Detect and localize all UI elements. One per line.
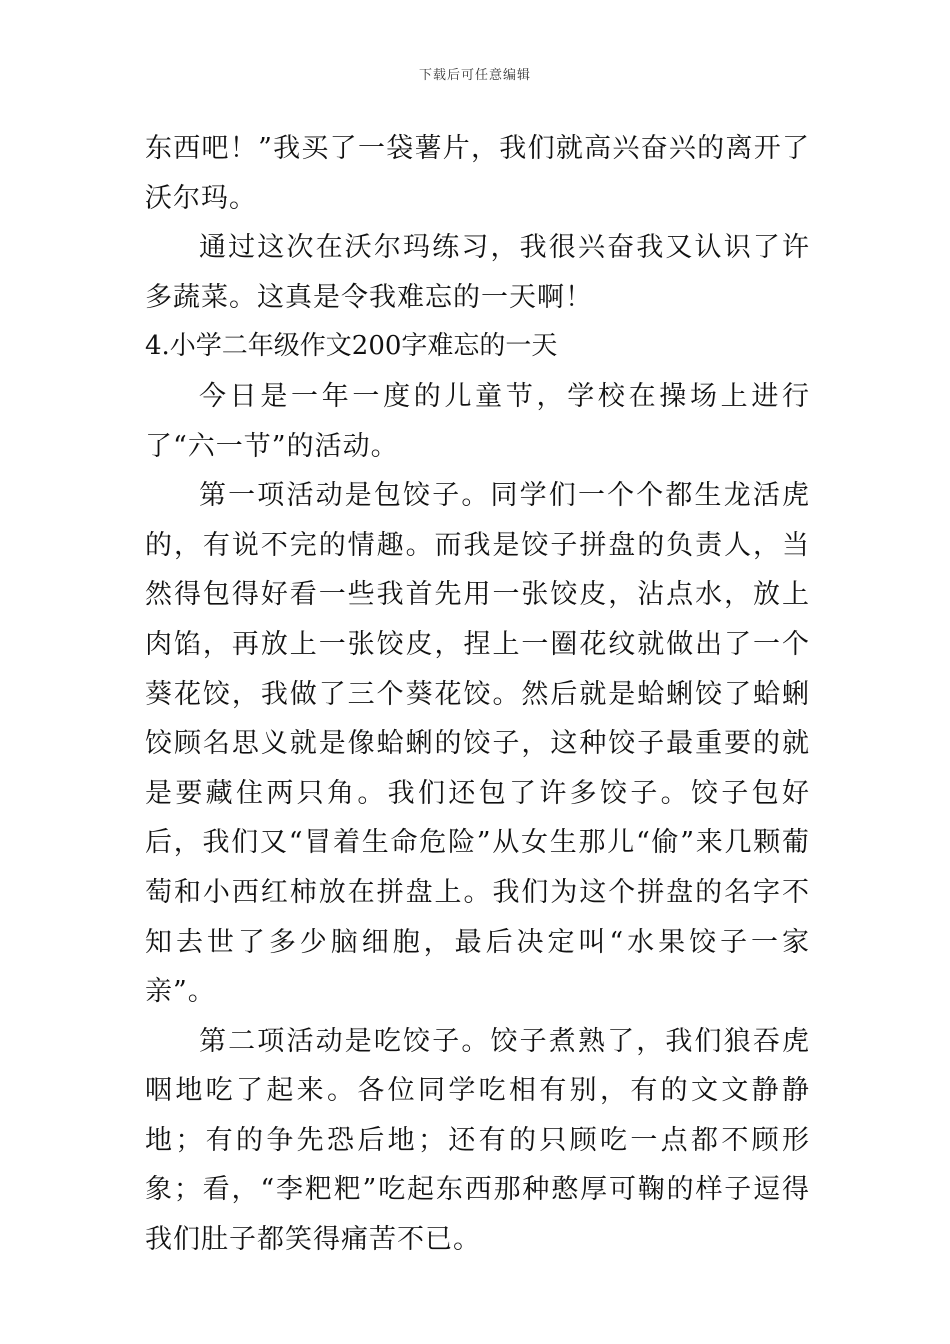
document-body <box>145 124 810 1265</box>
paragraph-2: 通过这次在沃尔玛练习，我很兴奋我又认识了许多蔬菜。这真是令我难忘的一天啊！ <box>145 232 810 313</box>
page-header: 下载后可任意编辑 <box>418 68 531 83</box>
paragraph-4: 第一项活动是包饺子。同学们一个个都生龙活虎的，有说不完的情趣。而我是饺子拼盘的负责人，当然得包得好看一些我首先用一张饺皮，沾点水，放上肉馅，再放上一张饺皮，捏上一圈花纹就做出了一个葵花饺，我做了三个葵花饺。然后就是蛤蜊饺了蛤蜊饺顾名思义就是像蛤蜊的饺子，这种饺子最重要的就是要藏住两只角。我们还包了许多饺子。饺子包好后，我们又“冒着生命危险”从女生那儿“偷”来几颗葡萄和小西红柿放在拼盘上。我们为这个拼盘的名字不知去世了多少脑细胞，最后决定叫“水果饺子一家亲”。 <box>145 480 810 1008</box>
section-heading: 4.小学二年级作文200字难忘的一天 <box>145 331 558 362</box>
paragraph-3: 今日是一年一度的儿童节，学校在操场上进行了“六一节”的活动。 <box>145 380 810 462</box>
paragraph-5: 第二项活动是吃饺子。饺子煮熟了，我们狼吞虎咽地吃了起来。各位同学吃相有别，有的文文静静地；有的争先恐后地；还有的只顾吃一点都不顾形象；看，“李粑粑”吃起东西那种憨厚可鞠的样子逗得我们肚子都笑得痛苦不已。 <box>145 1025 810 1256</box>
paragraph-1: 东西吧！”我买了一袋薯片，我们就高兴奋兴的离开了沃尔玛。 <box>145 133 810 214</box>
